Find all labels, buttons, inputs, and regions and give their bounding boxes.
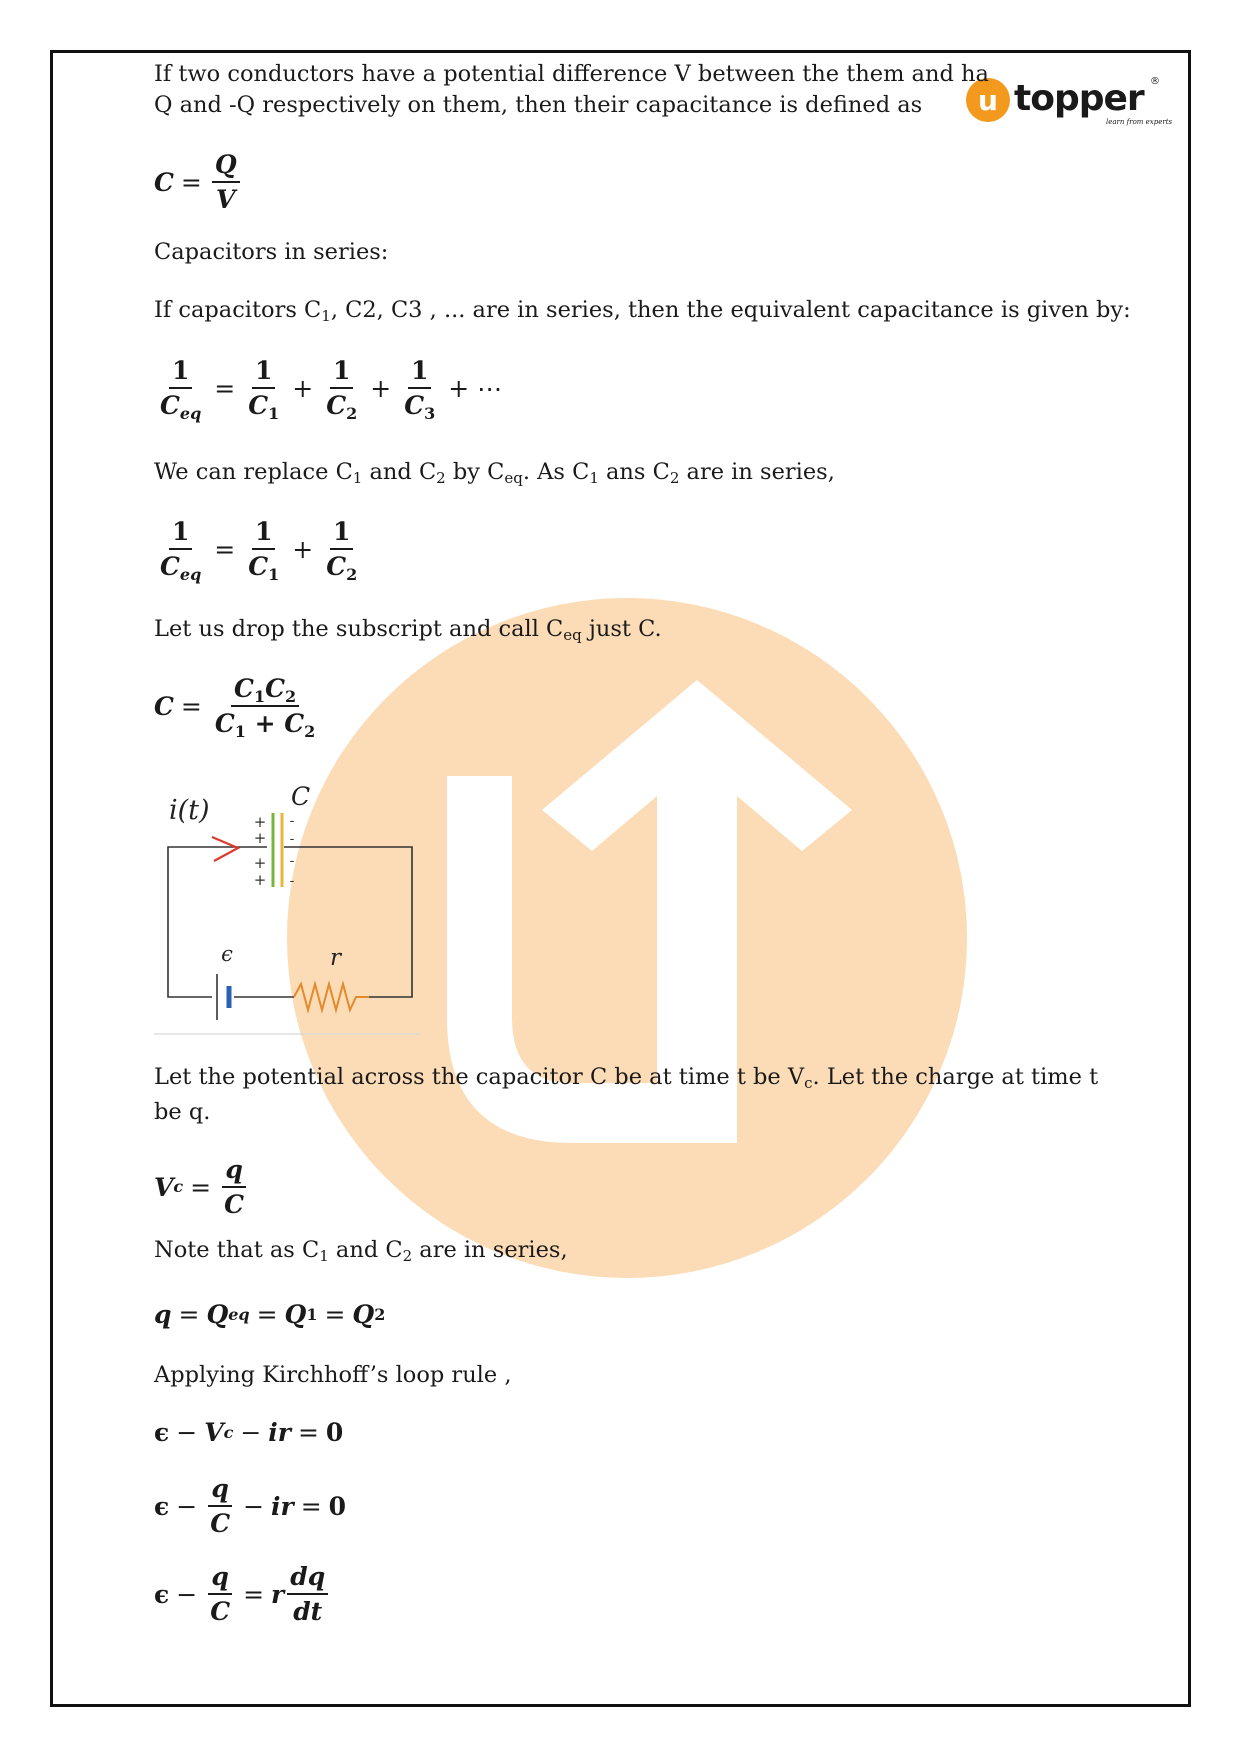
plus-sign: + [253, 871, 267, 889]
emf-label: ϵ [221, 942, 233, 966]
loop-equation-1: ϵ − V c − ir = 0 [154, 1418, 344, 1447]
potential-description-line-1: Let the potential across the capacitor C be at time t be $V_c$. Let the charge at time t [154, 1064, 1099, 1092]
minus-sign: - [289, 854, 295, 869]
capacitor-label: C [291, 782, 311, 811]
current-label: i(t) [169, 795, 210, 826]
current-arrow-icon [212, 837, 238, 861]
plus-sign: + [253, 854, 267, 872]
charge-equality-equation: q = Q eq = Q 1 = Q 2 [154, 1300, 386, 1329]
plus-sign: + [253, 829, 267, 847]
minus-sign: - [289, 814, 295, 829]
note-description: Note that as $C_1$ and $C_2$ are in series, [154, 1237, 568, 1265]
resistor-label: r [330, 945, 341, 971]
topper-logo [966, 70, 1173, 134]
loop-equation-2: ϵ − $\frac{q}{C}$ − ir = 0 [154, 1474, 347, 1538]
kirchhoff-description: Applying Kirchhoff’s loop rule , [154, 1362, 512, 1388]
loop-equation-3: ϵ − $\frac{q}{C}$ = r $\frac{dq}{dt}$ [154, 1560, 331, 1628]
intro-line-2: Q and -Q respectively on them, then their capacitance is defined as [154, 92, 923, 118]
series-heading: Capacitors in series: [154, 239, 389, 265]
drop-subscript-description: Let us drop the subscript and call $C_{eq}$ just C. [154, 616, 662, 644]
series-result-equation: C = $\frac{C_1C_2}{C_1 + C_2}$ [154, 674, 316, 741]
series-description: If capacitors $C_1$, C2, C3 , ... are in series, then the equivalent capacitance is given by: [154, 297, 1131, 325]
vc-definition-equation: V c = $\frac{q}{C}$ [154, 1155, 245, 1219]
replace-description: We can replace $C_1$ and $C_2$ by $C_{eq}$. As $C_1$ ans $C_2$ are in series, [154, 459, 835, 487]
svg-text:u: u [978, 84, 998, 117]
svg-text:®: ® [1150, 76, 1160, 87]
potential-description-line-2: be q. [154, 1099, 211, 1125]
series-general-equation: $\frac{1}{C_{eq}}$ = $\frac{1}{C_1}$ + $\frac{1}{C_2}$ + $\frac{1}{C_3}$ + ⋯ [160, 356, 503, 423]
rc-circuit-diagram [154, 775, 424, 1037]
minus-sign: - [289, 874, 295, 889]
intro-line-1: If two conductors have a potential difference V between the them and ha [154, 61, 989, 87]
svg-text:learn from experts: learn from experts [1106, 118, 1173, 126]
capacitance-definition-equation: C = $\frac{Q}{V}$ [154, 148, 243, 216]
svg-text:topper: topper [1014, 78, 1144, 119]
resistor-icon [294, 984, 369, 1010]
series-two-equation: $\frac{1}{C_{eq}}$ = $\frac{1}{C_1}$ + $\frac{1}{C_2}$ [160, 517, 358, 584]
minus-sign: - [289, 832, 295, 847]
plus-sign: + [253, 813, 267, 831]
